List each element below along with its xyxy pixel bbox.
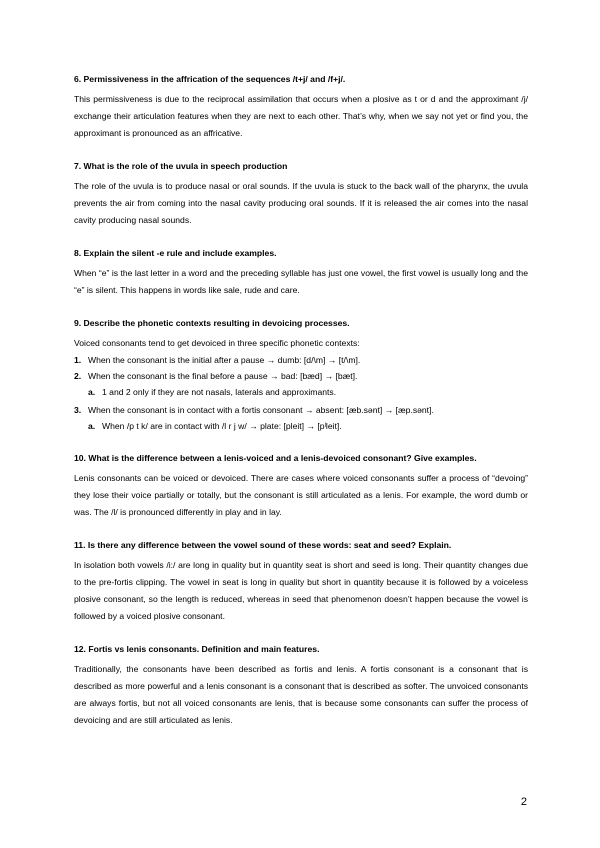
section-10 xyxy=(74,451,528,521)
document-body xyxy=(74,72,528,746)
sub-list-item xyxy=(74,418,528,434)
list-text: When the consonant is in contact with a fortis consonant → absent: [æb.sənt] → [æp.sənt]. xyxy=(88,405,434,415)
sub-list-item xyxy=(74,384,528,400)
devoicing-list-continued xyxy=(74,402,528,418)
section-heading: 10. What is the difference between a lenis-voiced and a lenis-devoiced consonant? Give examples. xyxy=(74,453,477,463)
section-heading: 9. Describe the phonetic contexts resulting in devoicing processes. xyxy=(74,318,350,328)
sub-list-letter: a. xyxy=(88,421,96,431)
list-item xyxy=(74,368,528,384)
section-heading: 8. Explain the silent -e rule and include examples. xyxy=(74,248,277,258)
sub-list xyxy=(74,384,528,400)
section-paragraph: Lenis consonants can be voiced or devoiced. There are cases where voiced consonants suffer a process of “devoing” they lose their voice partially or totally, but the consonant is still articulated as a lenis. For example, the word dumb or was. The /l/ is pronounced differently in play and in lay. xyxy=(74,473,528,517)
list-number: 1. xyxy=(74,355,82,365)
section-heading: 11. Is there any difference between the vowel sound of these words: seat and seed? Explain. xyxy=(74,540,452,550)
section-8 xyxy=(74,246,528,299)
section-7 xyxy=(74,159,528,229)
list-number: 2. xyxy=(74,371,82,381)
list-text: When the consonant is the initial after a pause → dumb: [d/\m] → [t/\m]. xyxy=(88,355,361,365)
list-text: When the consonant is the final before a pause → bad: [bæd] → [bæt]. xyxy=(88,371,358,381)
section-heading: 7. What is the role of the uvula in speech production xyxy=(74,161,288,171)
sub-list-text: 1 and 2 only if they are not nasals, laterals and approximants. xyxy=(102,387,337,397)
section-heading: 6. Permissiveness in the affrication of the sequences /t+j/ and /f+j/. xyxy=(74,74,346,84)
section-11 xyxy=(74,538,528,625)
sub-list-text: When /p t k/ are in contact with /l r j w/ → plate: [pleit] → [pˡleit]. xyxy=(102,421,342,431)
sub-list-letter: a. xyxy=(88,387,96,397)
section-12 xyxy=(74,642,528,729)
section-paragraph: This permissiveness is due to the reciprocal assimilation that occurs when a plosive as t or d and the approximant /j/ exchange their articulation features when they are next to each other. That’s why, when we say not yet or find you, the approximant is pronounced as an affricative. xyxy=(74,94,528,138)
list-item xyxy=(74,352,528,368)
list-number: 3. xyxy=(74,405,82,415)
section-paragraph: In isolation both vowels /i:/ are long in quality but in quantity seat is short and seed is long. Their quantity changes due to the pre-fortis clipping. The vowel in seat is long in quality but short in quantity because it is followed by a voiceless plosive consonant, so the length is reduced, whereas in seed that phenomenon doesn’t happen because the vowel is followed by a voiced plosive consonant. xyxy=(74,560,528,621)
sub-list xyxy=(74,418,528,434)
section-heading: 12. Fortis vs lenis consonants. Definition and main features. xyxy=(74,644,320,654)
section-6 xyxy=(74,72,528,142)
section-paragraph: Traditionally, the consonants have been described as fortis and lenis. A fortis consonant is a consonant that is described as more powerful and a lenis consonant is a consonant that is described as softer. The unvoiced consonants are always fortis, but not all voiced consonants are lenis, that is because some consonants can suffer the process of devoicing and are still articulated as lenis. xyxy=(74,664,528,725)
section-intro: Voiced consonants tend to get devoiced in three specific phonetic contexts: xyxy=(74,338,360,348)
page-number: 2 xyxy=(520,796,527,808)
list-item xyxy=(74,402,528,418)
section-paragraph: When “e” is the last letter in a word and the preceding syllable has just one vowel, the first vowel is usually long and the “e” is silent. This happens in words like sale, rude and care. xyxy=(74,268,528,295)
section-9 xyxy=(74,316,528,434)
section-paragraph: The role of the uvula is to produce nasal or oral sounds. If the uvula is stuck to the back wall of the pharynx, the uvula prevents the air from coming into the nasal cavity producing oral sounds. If it is released the air comes into the nasal cavity producing nasal sounds. xyxy=(74,181,528,225)
devoicing-list xyxy=(74,352,528,384)
